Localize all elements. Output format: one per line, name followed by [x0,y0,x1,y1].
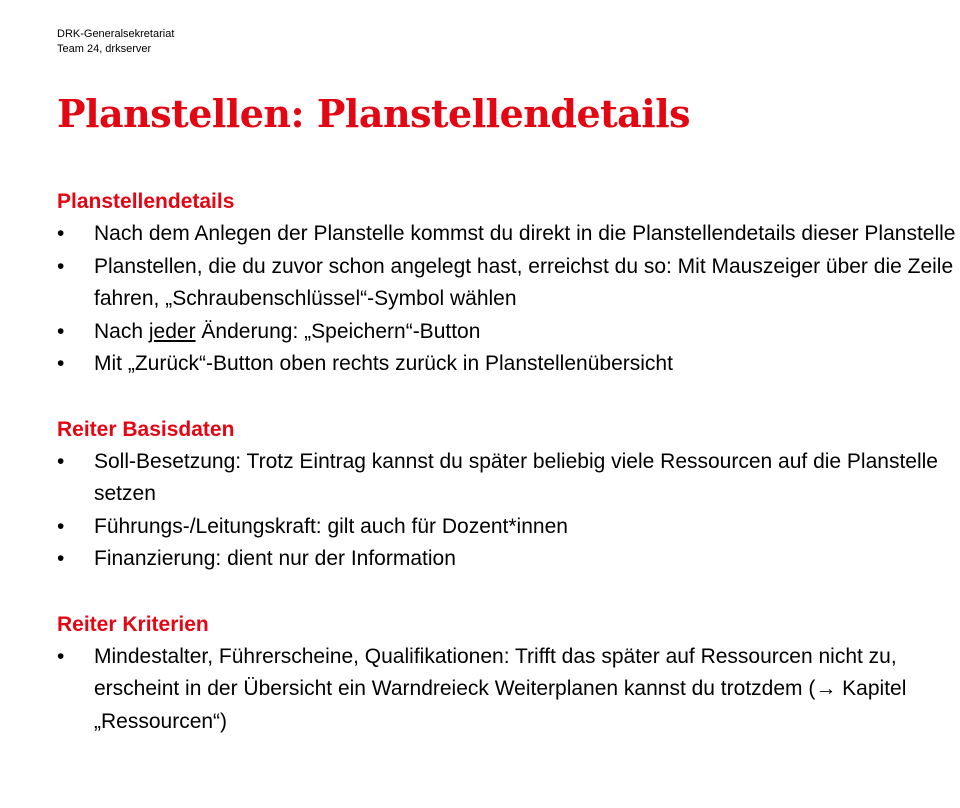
section-heading-basisdaten: Reiter Basisdaten [57,417,235,441]
list-item-text: Mindestalter, Führerscheine, Qualifikationen: Trifft das später auf Ressourcen nicht zu, erscheint in der Übersicht ein Warndreieck Weiterplanen kannst du trotzdem (→ Kapitel „Ressourcen“) [94,644,907,733]
section-heading-kriterien: Reiter Kriterien [57,612,209,636]
list-item-text: Planstellen, die du zuvor schon angelegt hast, erreichst du so: Mit Mauszeiger über die Zeile fahren, „Schraubenschlüssel“-Symbol wählen [94,254,954,310]
bullet-list-basisdaten [57,446,957,576]
list-item-text: Soll-Besetzung: Trotz Eintrag kannst du später beliebig viele Ressourcen auf die Planstelle setzen [94,449,938,505]
section-heading-planstellendetails: Planstellendetails [57,190,235,213]
bullet-icon: • [57,352,65,375]
emphasized-word: jeder [148,319,196,343]
header-organization: DRK-Generalsekretariat [57,28,175,40]
list-item [57,511,957,544]
list-item [57,446,957,511]
list-item-text: Finanzierung: dient nur der Information [94,547,456,570]
section-spacer [57,381,957,414]
bullet-icon: • [57,514,65,538]
bullet-icon: • [57,222,65,245]
bullet-icon: • [57,319,65,343]
bullet-list-kriterien [57,641,957,739]
list-item-text-after: Änderung: „Speichern“-Button [195,319,481,343]
list-item [57,348,957,381]
list-item [57,641,957,739]
slide-content [57,186,957,738]
list-item-text: Führungs-/Leitungskraft: gilt auch für Dozent*innen [94,514,568,538]
bullet-icon: • [57,547,65,570]
list-item-text-before: Nach [94,319,149,343]
list-item-text: Mit „Zurück“-Button oben rechts zurück in Planstellenübersicht [94,352,673,375]
document-header [57,27,174,57]
bullet-icon: • [57,449,65,473]
bullet-icon: • [57,254,65,278]
page-title: Planstellen: Planstellendetails [57,91,691,136]
header-team: Team 24, drkserver [57,43,152,55]
list-item [57,251,957,316]
list-item [57,218,957,251]
list-item [57,316,957,349]
list-item-text: Nach dem Anlegen der Planstelle kommst du direkt in die Planstellendetails dieser Planstelle [94,222,956,245]
list-item [57,543,957,576]
section-spacer [57,576,957,609]
bullet-icon: • [57,644,65,668]
bullet-list-planstellendetails [57,218,957,381]
